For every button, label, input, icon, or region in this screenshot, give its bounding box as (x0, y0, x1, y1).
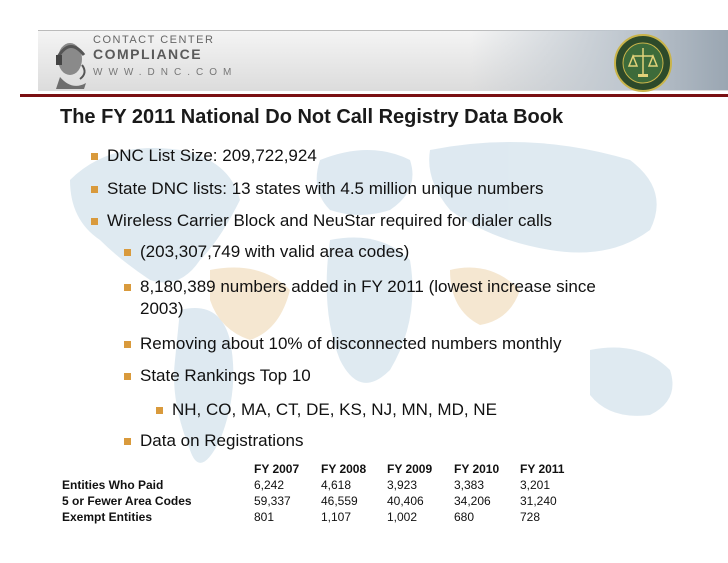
table-row-label: Exempt Entities (62, 510, 153, 524)
table-cell: 34,206 (454, 494, 491, 508)
bullet-text: Removing about 10% of disconnected numbers monthly (140, 334, 562, 353)
table-cell: 40,406 (387, 494, 424, 508)
bullet-text: 8,180,389 numbers added in FY 2011 (lowest increase since (140, 277, 596, 296)
bullet-marker (124, 249, 131, 256)
table-cell: 31,240 (520, 494, 557, 508)
table-header-cell: FY 2011 (520, 462, 565, 476)
bullet-marker (124, 373, 131, 380)
bullet-marker (91, 153, 98, 160)
bullet-text: (203,307,749 with valid area codes) (140, 242, 410, 261)
bullet-marker (91, 186, 98, 193)
table-cell: 1,002 (387, 510, 418, 524)
table-cell: 680 (454, 510, 475, 524)
bullet-item (124, 431, 303, 451)
table-header-cell: FY 2009 (387, 462, 433, 476)
bullet-marker (124, 284, 131, 291)
bullet-text: Wireless Carrier Block and NeuStar required for dialer calls (107, 211, 552, 230)
table-header-cell: FY 2007 (254, 462, 300, 476)
bullet-text: Data on Registrations (140, 431, 304, 450)
table-cell: 59,337 (254, 494, 291, 508)
table-cell: 4,618 (321, 478, 352, 492)
table-cell: 801 (254, 510, 275, 524)
bullet-marker (156, 407, 163, 414)
table-cell: 46,559 (321, 494, 358, 508)
bullet-item (91, 179, 544, 199)
bullet-text: DNC List Size: 209,722,924 (107, 146, 317, 165)
bullet-item (91, 211, 552, 231)
bullet-text: State DNC lists: 13 states with 4.5 million unique numbers (107, 179, 544, 198)
bullet-item (124, 242, 409, 262)
bullet-marker (124, 341, 131, 348)
bullet-marker (91, 218, 98, 225)
bullet-item (124, 366, 311, 386)
ftc-seal-icon (614, 34, 672, 92)
bullet-item (156, 400, 497, 420)
header-rule (20, 94, 728, 97)
bullet-item (124, 277, 596, 297)
table-row-label: 5 or Fewer Area Codes (62, 494, 192, 508)
table-cell: 728 (520, 510, 541, 524)
table-cell: 3,201 (520, 478, 551, 492)
logo-line-3: WWW.DNC.COM (93, 67, 238, 78)
header-gradient (470, 30, 728, 90)
table-cell: 1,107 (321, 510, 352, 524)
bullet-continuation: 2003) (140, 299, 184, 318)
table-row-label: Entities Who Paid (62, 478, 164, 492)
bullet-item (91, 146, 317, 166)
logo-line-1: CONTACT CENTER (93, 34, 215, 46)
logo-line-2: COMPLIANCE (93, 46, 203, 62)
bullet-text: NH, CO, MA, CT, DE, KS, NJ, MN, MD, NE (172, 400, 497, 419)
table-cell: 6,242 (254, 478, 285, 492)
table-cell: 3,383 (454, 478, 485, 492)
table-header-cell: FY 2008 (321, 462, 367, 476)
table-cell: 3,923 (387, 478, 418, 492)
table-header-cell: FY 2010 (454, 462, 500, 476)
bullet-marker (124, 438, 131, 445)
bullet-text: State Rankings Top 10 (140, 366, 311, 385)
page-title: The FY 2011 National Do Not Call Registry Data Book (60, 106, 564, 128)
bullet-item (124, 334, 561, 354)
